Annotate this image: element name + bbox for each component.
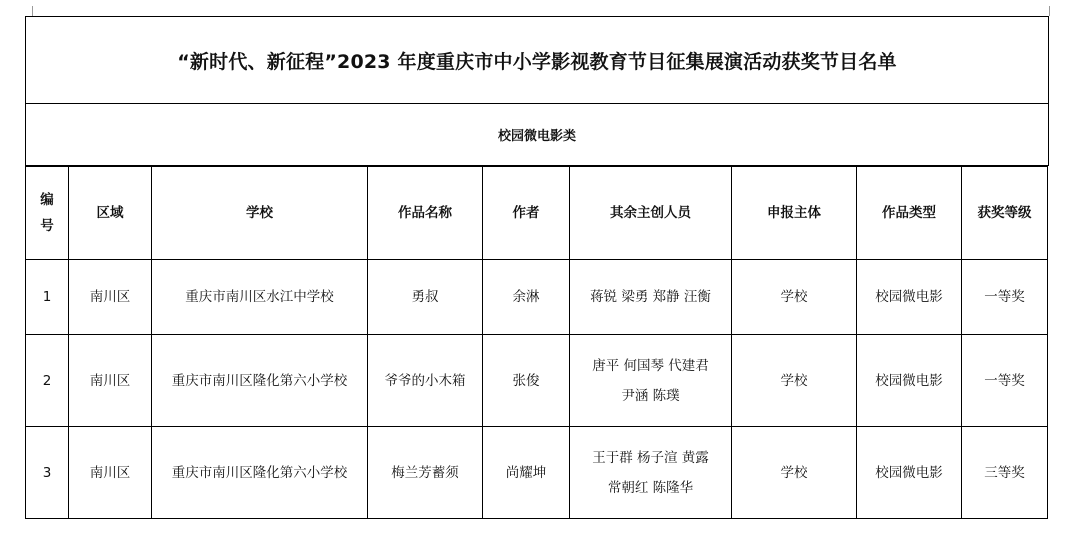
cell-region: 南川区	[69, 427, 152, 519]
award-table	[25, 166, 1048, 519]
table-row	[26, 260, 1048, 335]
header-author: 作者	[483, 167, 570, 260]
cell-school: 重庆市南川区隆化第六小学校	[152, 427, 368, 519]
header-region: 区域	[69, 167, 152, 260]
table-row	[26, 335, 1048, 427]
corner-mark-right	[1049, 6, 1060, 16]
cell-region: 南川区	[69, 335, 152, 427]
cell-school: 重庆市南川区隆化第六小学校	[152, 335, 368, 427]
cell-author: 余淋	[483, 260, 570, 335]
header-id-line: 编	[40, 192, 54, 208]
header-creators: 其余主创人员	[570, 167, 732, 260]
document-title: “新时代、新征程”2023 年度重庆市中小学影视教育节目征集展演活动获奖节目名单	[177, 50, 897, 73]
cell-award: 一等奖	[962, 260, 1048, 335]
cell-region: 南川区	[69, 260, 152, 335]
cell-creators	[570, 260, 732, 335]
cell-id: 1	[26, 260, 69, 335]
header-applicant: 申报主体	[732, 167, 857, 260]
cell-type: 校园微电影	[857, 427, 962, 519]
cell-award: 一等奖	[962, 335, 1048, 427]
creators-line: 王于群 杨子渲 黄露	[592, 449, 709, 466]
creators-line: 唐平 何国琴 代建君	[592, 357, 709, 374]
cell-creators	[570, 335, 732, 427]
title-row	[25, 16, 1049, 104]
cell-author: 尚耀坤	[483, 427, 570, 519]
cell-id: 2	[26, 335, 69, 427]
cell-applicant: 学校	[732, 260, 857, 335]
header-id	[26, 167, 69, 260]
header-school: 学校	[152, 167, 368, 260]
table-header-row	[26, 167, 1048, 260]
cell-creators	[570, 427, 732, 519]
cell-type: 校园微电影	[857, 335, 962, 427]
creators-line: 常朝红 陈隆华	[607, 479, 694, 496]
creators-line: 尹涵 陈璞	[621, 387, 680, 404]
cell-id: 3	[26, 427, 69, 519]
cell-type: 校园微电影	[857, 260, 962, 335]
cell-applicant: 学校	[732, 427, 857, 519]
table-row	[26, 427, 1048, 519]
cell-author: 张俊	[483, 335, 570, 427]
header-award: 获奖等级	[962, 167, 1048, 260]
cell-award: 三等奖	[962, 427, 1048, 519]
cell-school: 重庆市南川区水江中学校	[152, 260, 368, 335]
header-work: 作品名称	[368, 167, 483, 260]
cell-work: 勇叔	[368, 260, 483, 335]
category-label: 校园微电影类	[497, 128, 576, 144]
category-row	[25, 103, 1049, 166]
header-id-line: 号	[40, 218, 54, 234]
header-type: 作品类型	[857, 167, 962, 260]
cell-work: 梅兰芳蓄须	[368, 427, 483, 519]
creators-line: 蒋锐 梁勇 郑静 汪衡	[590, 289, 711, 305]
cell-work: 爷爷的小木箱	[368, 335, 483, 427]
corner-mark-left	[22, 6, 33, 16]
cell-applicant: 学校	[732, 335, 857, 427]
